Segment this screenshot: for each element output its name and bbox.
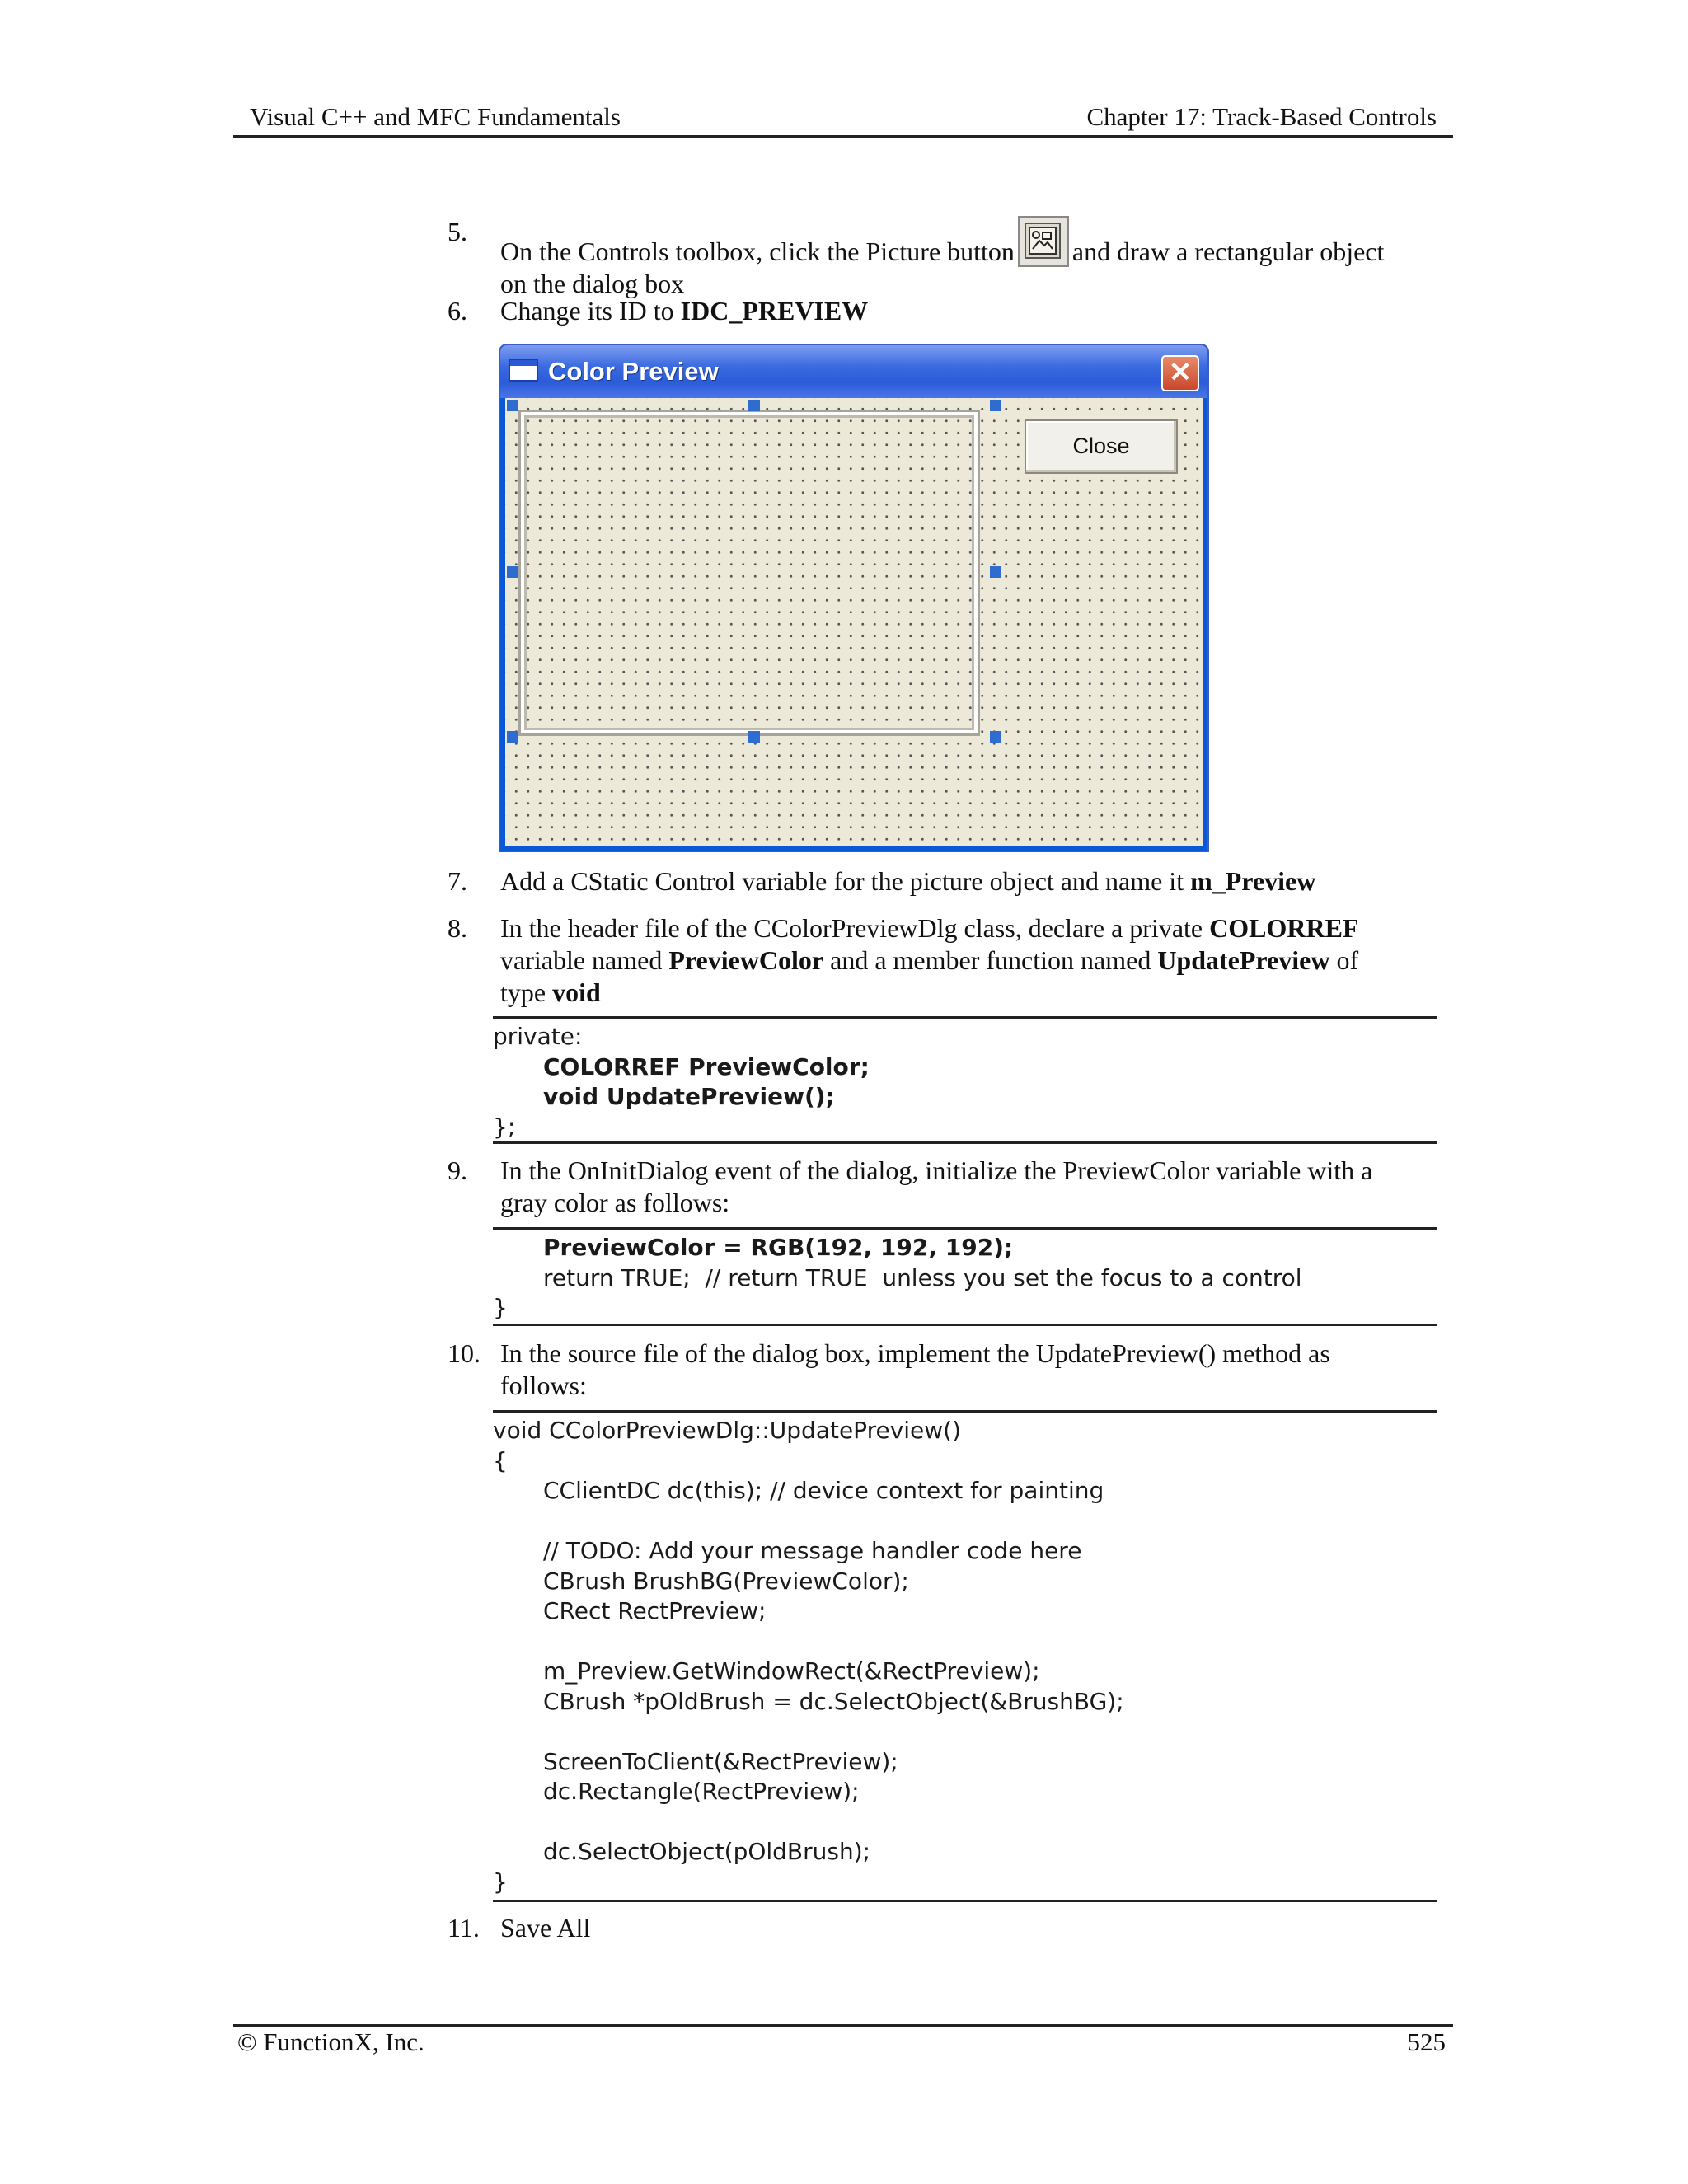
resize-handle[interactable] [507, 400, 518, 411]
code-line: // TODO: Add your message handler code here [543, 1537, 1082, 1564]
code-line: COLORREF PreviewColor; [543, 1052, 870, 1080]
step-number: 9. [448, 1155, 467, 1185]
picture-control-icon [1018, 216, 1069, 267]
step-text: In the header file of the CColorPreviewDlg class, declare a private [500, 913, 1210, 943]
control-id: IDC_PREVIEW [680, 296, 869, 326]
step-text: Save All [500, 1913, 591, 1943]
dialog-titlebar [500, 345, 1207, 398]
color-preview-dialog [499, 344, 1209, 852]
page-header [233, 97, 1453, 138]
code-blank-line [493, 1627, 1437, 1657]
footer-copyright: © FunctionX, Inc. [237, 2027, 424, 2056]
titlebar-close-icon[interactable]: ✕ [1161, 355, 1199, 391]
code-line: CBrush BrushBG(PreviewColor); [543, 1567, 909, 1595]
code-line: } [493, 1294, 508, 1321]
footer-rule [233, 2024, 1453, 2027]
header-chapter-title: Chapter 17: Track-Based Controls [1086, 102, 1437, 131]
code-line: PreviewColor = RGB(192, 192, 192); [543, 1234, 1014, 1261]
code-line: }; [493, 1113, 516, 1141]
step-text: In the OnInitDialog event of the dialog, initialize the PreviewColor variable with a [500, 1155, 1373, 1185]
step-text: Change its ID to [500, 296, 681, 326]
step-number: 6. [448, 296, 467, 326]
function-name: UpdatePreview [1157, 945, 1330, 975]
step-text: variable named [500, 945, 669, 975]
code-line: ScreenToClient(&RectPreview); [543, 1747, 898, 1775]
step-number: 7. [448, 866, 467, 896]
type-name: COLORREF [1209, 913, 1359, 943]
step-text: follows: [500, 1371, 587, 1400]
resize-handle[interactable] [990, 566, 1001, 578]
step-text: on the dialog box [500, 269, 685, 298]
resize-handle[interactable] [990, 400, 1001, 411]
dialog-client-area [505, 398, 1203, 846]
code-block-updatepreview [493, 1410, 1437, 1902]
code-line: void CColorPreviewDlg::UpdatePreview() [493, 1417, 962, 1444]
step-number: 5. [448, 217, 467, 246]
code-line: return TRUE; // return TRUE unless you set the focus to a control [543, 1263, 1302, 1291]
step-text: gray color as follows: [500, 1188, 730, 1217]
code-line: } [493, 1868, 508, 1896]
code-block-header [493, 1016, 1437, 1144]
resize-handle[interactable] [748, 400, 760, 411]
resize-handle[interactable] [507, 731, 518, 743]
code-line: CBrush *pOldBrush = dc.SelectObject(&BrushBG); [543, 1687, 1124, 1715]
window-icon [509, 359, 538, 382]
step-number: 10. [448, 1338, 481, 1368]
code-line: dc.Rectangle(RectPreview); [543, 1778, 860, 1805]
code-blank-line [493, 1507, 1437, 1537]
resize-handle[interactable] [507, 566, 518, 578]
type-name: void [552, 977, 601, 1007]
code-line: { [493, 1446, 508, 1474]
page-number: 525 [1407, 2027, 1446, 2056]
step-text: type [500, 977, 553, 1007]
step-text: and a member function named [823, 945, 1158, 975]
close-button[interactable]: Close [1025, 419, 1178, 474]
variable-name: m_Preview [1190, 866, 1316, 896]
code-line: CRect RectPreview; [543, 1597, 767, 1624]
picture-control[interactable] [518, 410, 980, 736]
step-text: On the Controls toolbox, click the Picture button [500, 237, 1015, 266]
resize-handle[interactable] [748, 731, 760, 743]
code-line: void UpdatePreview(); [543, 1083, 835, 1110]
step-number: 8. [448, 913, 467, 943]
code-blank-line [493, 1717, 1437, 1747]
code-line: m_Preview.GetWindowRect(&RectPreview); [543, 1657, 1040, 1685]
step-text: Add a CStatic Control variable for the picture object and name it [500, 866, 1191, 896]
header-book-title: Visual C++ and MFC Fundamentals [250, 102, 621, 131]
step-text: of [1329, 945, 1359, 975]
code-line: private: [493, 1023, 583, 1050]
step-number: 11. [448, 1913, 480, 1943]
code-line: dc.SelectObject(pOldBrush); [543, 1838, 871, 1865]
code-blank-line [493, 1807, 1437, 1838]
dialog-title: Color Preview [548, 357, 719, 386]
resize-handle[interactable] [990, 731, 1001, 743]
step-text: and draw a rectangular object [1071, 237, 1385, 266]
code-block-oninitdialog [493, 1227, 1437, 1326]
step-text: In the source file of the dialog box, implement the UpdatePreview() method as [500, 1338, 1330, 1368]
variable-name: PreviewColor [668, 945, 824, 975]
code-line: CClientDC dc(this); // device context for painting [543, 1477, 1104, 1504]
